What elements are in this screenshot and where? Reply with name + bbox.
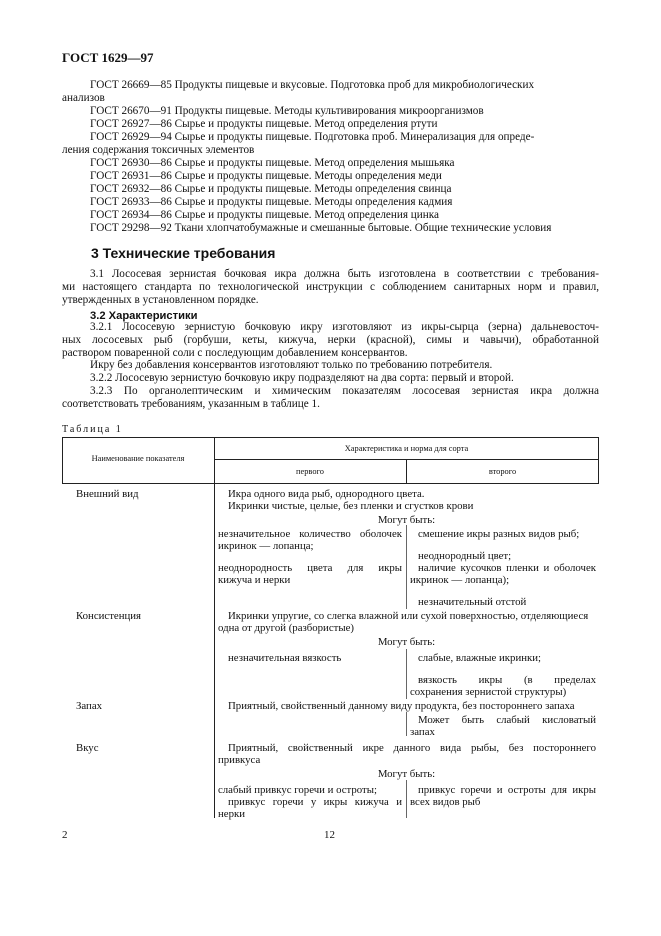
reference-line: ГОСТ 26670—91 Продукты пищевые. Методы культивирования микроорганизмов bbox=[90, 105, 484, 117]
appearance-first: икринок — лопанца; bbox=[218, 540, 314, 552]
table-border-top bbox=[62, 437, 599, 438]
subsection-title: 3.2 Характеристики bbox=[90, 310, 198, 322]
paragraph-line: 3.1 Лососевая зернистая бочковая икра должна быть изготовлена в соответствии с требования- bbox=[90, 268, 599, 280]
row-name-smell: Запах bbox=[76, 700, 103, 712]
taste-first: слабый привкус горечи и остроты; bbox=[218, 784, 378, 796]
reference-line: ГОСТ 29298—92 Ткани хлопчатобумажные и смешанные бытовые. Общие технические условия bbox=[90, 222, 552, 234]
table-caption: Таблица 1 bbox=[62, 424, 123, 435]
sort-divider bbox=[406, 649, 407, 699]
sort-divider bbox=[406, 712, 407, 736]
paragraph-line: ных лососевых рыб (горбуши, кеты, кижуча, нерки (красной), симы и чавычи), обработанной bbox=[62, 334, 599, 346]
paragraph-line: ми настоящего стандарта по технологической инструкции с соблюдением санитарных норм и правил, bbox=[62, 281, 599, 293]
appearance-second: неоднородный цвет; bbox=[418, 550, 512, 562]
header-first-grade: первого bbox=[296, 467, 324, 476]
paragraph-line: 3.2.1 Лососевую зернистую бочковую икру изготовляют из икры-сырца (зерна) дальневосточ- bbox=[90, 321, 599, 333]
header-indicator: Наименование показателя bbox=[91, 454, 185, 463]
taste-second: привкус горечи и остроты для икры bbox=[418, 784, 596, 796]
taste-second: всех видов рыб bbox=[410, 796, 481, 808]
header-second-grade: второго bbox=[488, 467, 517, 476]
consistency-second: слабые, влажные икринки; bbox=[418, 652, 542, 664]
appearance-common: Икра одного вида рыб, однородного цвета. bbox=[228, 488, 425, 500]
reference-line: ГОСТ 26927—86 Сырье и продукты пищевые. Метод определения ртути bbox=[90, 118, 438, 130]
appearance-first: незначительное количество оболочек bbox=[218, 528, 402, 540]
reference-line: ГОСТ 26669—85 Продукты пищевые и вкусовые. Подготовка проб для микробиологических bbox=[90, 79, 535, 91]
row-name-appearance: Внешний вид bbox=[76, 488, 139, 500]
consistency-second: вязкость икры (в пределах bbox=[418, 674, 596, 686]
appearance-second: икринок — лопанца); bbox=[410, 574, 510, 586]
taste-first: нерки bbox=[218, 808, 245, 820]
smell-second: Может быть слабый кисловатый bbox=[418, 714, 596, 726]
smell-second: запах bbox=[410, 726, 435, 738]
reference-line: ГОСТ 26931—86 Сырье и продукты пищевые. Методы определения меди bbox=[90, 170, 442, 182]
smell-common: Приятный, свойственный данному виду продукта, без постороннего запаха bbox=[228, 700, 575, 712]
table-column-divider bbox=[214, 437, 215, 818]
table-header-bottom bbox=[62, 483, 599, 484]
page-number-left: 2 bbox=[62, 829, 68, 841]
appearance-second: незначительный отстой bbox=[418, 596, 527, 608]
appearance-second: смешение икры разных видов рыб; bbox=[418, 528, 580, 540]
paragraph-line: раствором поваренной соли с последующим добавлением консервантов. bbox=[62, 347, 408, 359]
appearance-may-be: Могут быть: bbox=[377, 514, 436, 526]
reference-line: анализов bbox=[62, 92, 105, 104]
paragraph-line: соответствовать требованиям, указанным в таблице 1. bbox=[62, 398, 320, 410]
appearance-first: неоднородность цвета для икры bbox=[218, 562, 402, 574]
taste-may-be: Могут быть: bbox=[377, 768, 436, 780]
requirements-table bbox=[62, 437, 599, 818]
reference-line: ГОСТ 26934—86 Сырье и продукты пищевые. Метод определения цинка bbox=[90, 209, 439, 221]
document-code: ГОСТ 1629—97 bbox=[62, 50, 154, 65]
section-title: 3 Технические требования bbox=[91, 245, 276, 261]
appearance-first: кижуча и нерки bbox=[218, 574, 291, 586]
appearance-second: наличие кусочков пленки и оболочек bbox=[418, 562, 596, 574]
paragraph-line: 3.2.3 По органолептическим и химическим показателям лососевая зернистая икра должна bbox=[90, 385, 599, 397]
reference-line: ГОСТ 26933—86 Сырье и продукты пищевые. Методы определения кадмия bbox=[90, 196, 453, 208]
sort-divider bbox=[406, 780, 407, 818]
paragraph-line: утвержденных в установленном порядке. bbox=[62, 294, 259, 306]
consistency-second: сохранения зернистой структуры) bbox=[410, 686, 567, 698]
row-name-consistency: Консистенция bbox=[76, 610, 142, 622]
reference-line: ГОСТ 26929—94 Сырье и продукты пищевые. Подготовка проб. Минерализация для опреде- bbox=[90, 131, 535, 143]
appearance-common: Икринки чистые, целые, без пленки и сгустков крови bbox=[228, 500, 474, 512]
consistency-first: незначительная вязкость bbox=[228, 652, 342, 664]
header-characteristic: Характеристика и норма для сорта bbox=[344, 444, 469, 453]
consistency-common: одна от другой (разбористые) bbox=[218, 622, 354, 634]
reference-line: ления содержания токсичных элементов bbox=[62, 144, 255, 156]
sort-divider bbox=[406, 525, 407, 609]
consistency-may-be: Могут быть: bbox=[377, 636, 436, 648]
taste-first: привкус горечи у икры кижуча и bbox=[228, 796, 402, 808]
taste-common: привкуса bbox=[218, 754, 261, 766]
reference-line: ГОСТ 26932—86 Сырье и продукты пищевые. Методы определения свинца bbox=[90, 183, 452, 195]
taste-common: Приятный, свойственный икре данного вида рыбы, без постороннего bbox=[228, 742, 596, 754]
reference-line: ГОСТ 26930—86 Сырье и продукты пищевые. Метод определения мышьяка bbox=[90, 157, 455, 169]
consistency-common: Икринки упругие, со слегка влажной или сухой поверхностью, отделяющиеся bbox=[228, 610, 589, 622]
paragraph-line: Икру без добавления консервантов изготовляют только по требованию потребителя. bbox=[90, 359, 493, 371]
row-name-taste: Вкус bbox=[76, 742, 99, 754]
page-number-center: 12 bbox=[324, 829, 335, 841]
paragraph-line: 3.2.2 Лососевую зернистую бочковую икру подразделяют на два сорта: первый и второй. bbox=[90, 372, 514, 384]
